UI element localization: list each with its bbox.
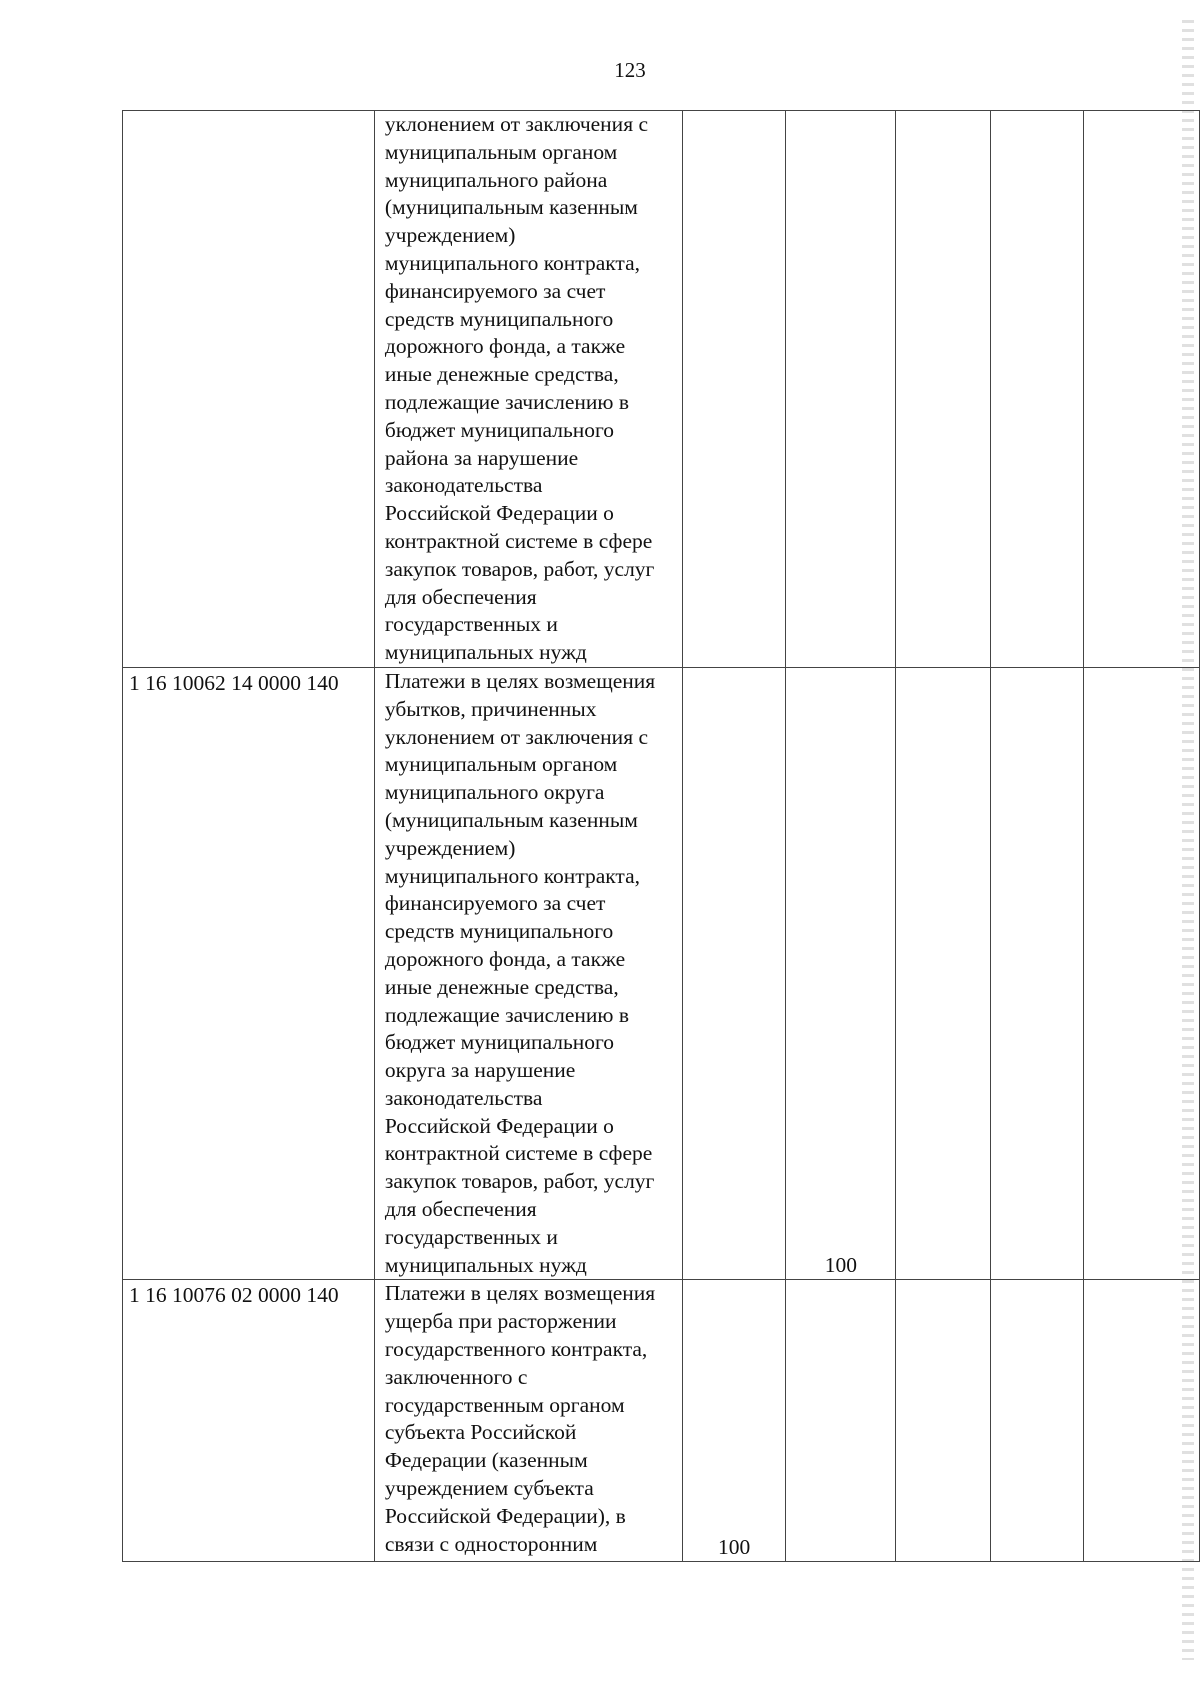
classification-code-cell xyxy=(123,111,375,668)
description-line: государственным органом xyxy=(384,1392,625,1417)
description-line: законодательства xyxy=(384,473,543,498)
value-cell xyxy=(683,111,786,668)
description-line: муниципального района xyxy=(384,167,608,192)
description-line: (муниципальным казенным xyxy=(384,807,638,832)
description-line: Федерации (казенным xyxy=(384,1448,588,1473)
description-cell xyxy=(374,667,682,1280)
description-line: бюджет муниципального xyxy=(384,417,615,442)
description-line: муниципального контракта, xyxy=(384,250,640,275)
description-line: для обеспечения xyxy=(384,584,537,609)
description-line: для обеспечения xyxy=(384,1197,537,1222)
value-cell xyxy=(896,111,990,668)
table-row xyxy=(123,111,1200,668)
value-cell xyxy=(786,111,896,668)
budget-table xyxy=(122,110,1200,1562)
table-body xyxy=(123,111,1200,1562)
value-cell xyxy=(683,1280,786,1562)
description-line: иные денежные средства, xyxy=(384,974,619,999)
description-line: учреждением) xyxy=(384,835,516,860)
description-cell xyxy=(374,1280,682,1562)
description-line: Платежи в целях возмещения xyxy=(384,668,656,693)
description-cell xyxy=(374,111,682,668)
description-line: муниципального округа xyxy=(384,780,605,805)
description-line: муниципальных нужд xyxy=(384,1252,587,1277)
description-line: Российской Федерации), в xyxy=(384,1503,626,1528)
description-line: закупок товаров, работ, услуг xyxy=(384,556,655,581)
description-line: государственных и xyxy=(384,612,558,637)
description-line: подлежащие зачислению в xyxy=(384,1002,630,1027)
description-line: средств муниципального xyxy=(384,919,614,944)
description-line: контрактной системе в сфере xyxy=(384,1141,653,1166)
description-line: средств муниципального xyxy=(384,306,614,331)
value-cell xyxy=(786,667,896,1280)
description-line: субъекта Российской xyxy=(384,1420,577,1445)
description-line: убытков, причиненных xyxy=(384,696,597,721)
value-cell xyxy=(990,111,1083,668)
value-cell xyxy=(683,667,786,1280)
description-line: финансируемого за счет xyxy=(384,278,606,303)
description-line: связи с односторонним xyxy=(384,1531,598,1556)
description-line: муниципальным органом xyxy=(384,139,618,164)
value-cell xyxy=(896,1280,990,1562)
description-line: Российской Федерации о xyxy=(384,1113,614,1138)
description-line: дорожного фонда, а также xyxy=(384,946,626,971)
description-line: законодательства xyxy=(384,1085,543,1110)
description-line: учреждением субъекта xyxy=(384,1476,594,1501)
description-line: муниципальных нужд xyxy=(384,640,587,665)
description-line: муниципальным органом xyxy=(384,752,618,777)
description-line: учреждением) xyxy=(384,223,516,248)
value-cell xyxy=(990,667,1083,1280)
value-cell xyxy=(786,1280,896,1562)
description-line: иные денежные средства, xyxy=(384,362,619,387)
description-line: уклонением от заключения с xyxy=(384,724,648,749)
description-line: муниципального контракта, xyxy=(384,863,640,888)
value-text: 100 xyxy=(824,1252,857,1277)
value-cell xyxy=(1084,667,1200,1280)
table-row xyxy=(123,667,1200,1280)
description-line: финансируемого за счет xyxy=(384,891,606,916)
description-line: района за нарушение xyxy=(384,445,579,470)
value-cell xyxy=(896,667,990,1280)
value-cell xyxy=(990,1280,1083,1562)
description-line: уклонением от заключения с xyxy=(384,112,648,136)
classification-code-cell: 1 16 10062 14 0000 140 xyxy=(123,667,375,1280)
description-line: подлежащие зачислению в xyxy=(384,389,630,414)
description-line: (муниципальным казенным xyxy=(384,195,638,220)
description-line: контрактной системе в сфере xyxy=(384,528,653,553)
description-line: закупок товаров, работ, услуг xyxy=(384,1169,655,1194)
description-line: ущерба при расторжении xyxy=(384,1309,617,1334)
description-line: государственного контракта, xyxy=(384,1337,648,1362)
value-text: 100 xyxy=(718,1534,751,1559)
page-number: 123 xyxy=(614,58,646,82)
classification-code-cell: 1 16 10076 02 0000 140 xyxy=(123,1280,375,1562)
description-line: бюджет муниципального xyxy=(384,1030,615,1055)
description-line: государственных и xyxy=(384,1224,558,1249)
value-cell xyxy=(1084,111,1200,668)
description-line: округа за нарушение xyxy=(384,1058,576,1083)
description-line: дорожного фонда, а также xyxy=(384,334,626,359)
description-line: Платежи в целях возмещения xyxy=(384,1281,656,1306)
description-line: заключенного с xyxy=(384,1364,528,1389)
table-row xyxy=(123,1280,1200,1562)
description-line: Российской Федерации о xyxy=(384,501,614,526)
value-cell xyxy=(1084,1280,1200,1562)
